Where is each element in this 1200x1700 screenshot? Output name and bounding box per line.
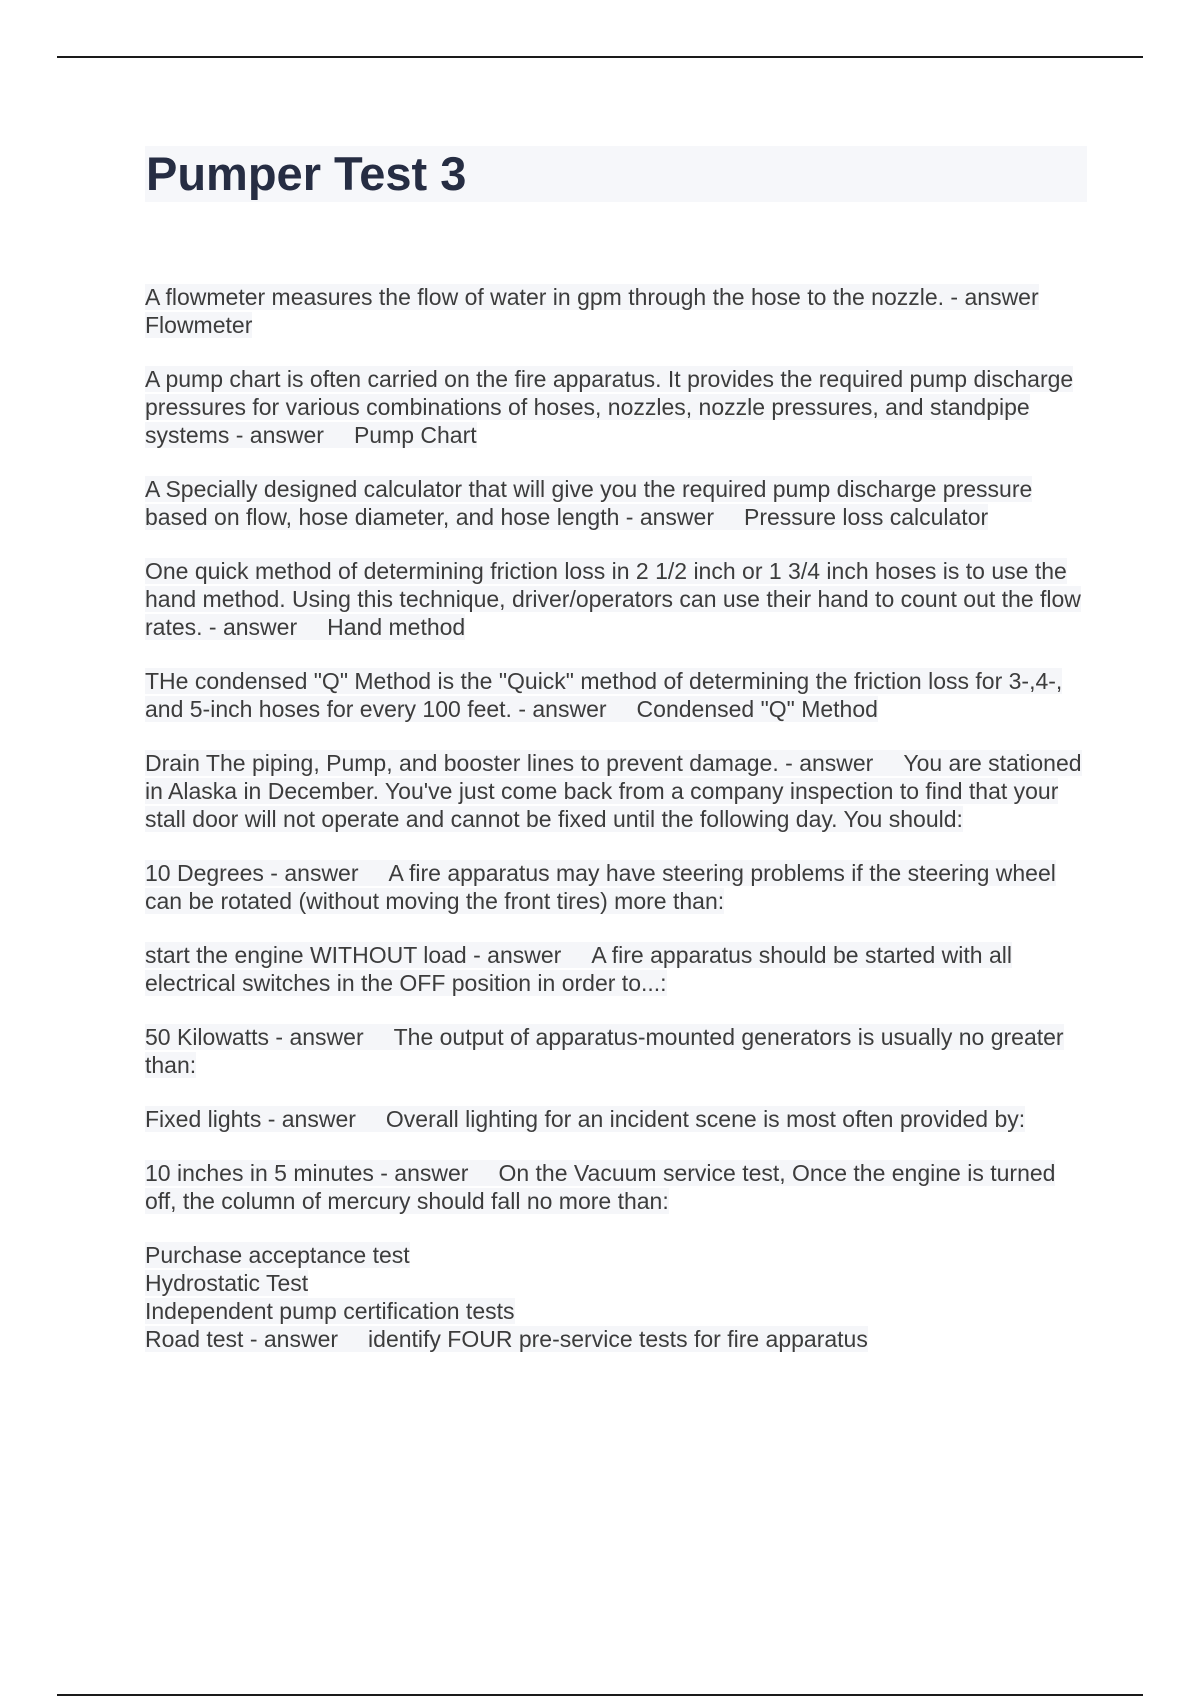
qa-text: [145, 366, 1073, 448]
answer-text: The output of apparatus-mounted generators is usually no greater than:: [145, 1024, 1064, 1078]
question-line: Hydrostatic Test: [145, 1270, 309, 1296]
qa-text: [145, 1160, 1055, 1214]
qa-list: [145, 283, 1090, 1379]
qa-text: [145, 1024, 1064, 1078]
question-text: start the engine WITHOUT load: [145, 942, 467, 968]
answer-separator: - answer: [269, 1024, 364, 1050]
qa-text: [145, 668, 1062, 722]
answer-text: Pressure loss calculator: [744, 504, 989, 530]
qa-text: [145, 750, 1082, 832]
answer-text: Overall lighting for an incident scene is most often provided by:: [385, 1106, 1026, 1132]
question-line: Road test: [145, 1326, 244, 1352]
qa-text: [145, 1106, 1025, 1132]
answer-text: A fire apparatus may have steering problems if the steering wheel can be rotated (without moving the front tires) more than:: [145, 860, 1056, 914]
qa-item: [145, 1023, 1090, 1079]
qa-text: [145, 558, 1081, 640]
answer-text: Hand method: [327, 614, 466, 640]
qa-text: [145, 284, 1039, 338]
page-title: Pumper Test 3: [145, 146, 1087, 202]
question-text: Fixed lights: [145, 1106, 262, 1132]
bottom-rule: [57, 1694, 1143, 1696]
qa-text: [145, 476, 1032, 530]
qa-item: [145, 1159, 1090, 1215]
answer-separator: - answer: [243, 1326, 339, 1352]
qa-item: [145, 365, 1090, 449]
question-line: Purchase acceptance test: [145, 1242, 410, 1268]
qa-item: [145, 749, 1090, 833]
answer-separator: - answer: [511, 696, 607, 722]
answer-separator: - answer: [202, 614, 298, 640]
answer-separator: - answer: [229, 422, 324, 448]
question-text: A flowmeter measures the flow of water in gpm through the hose to the nozzle.: [145, 284, 945, 310]
answer-separator: - answer: [778, 750, 874, 776]
answer-separator: - answer: [619, 504, 714, 530]
question-line: Independent pump certification tests: [145, 1298, 515, 1324]
qa-item: [145, 941, 1090, 997]
answer-separator: - answer: [373, 1160, 469, 1186]
qa-item: [145, 1105, 1090, 1133]
qa-text: [145, 1242, 868, 1352]
qa-text: [145, 942, 1012, 996]
qa-item: [145, 475, 1090, 531]
answer-separator: - answer: [261, 1106, 356, 1132]
answer-text: identify FOUR pre-service tests for fire apparatus: [368, 1326, 868, 1352]
qa-item: [145, 667, 1090, 723]
answer-text: Flowmeter: [145, 312, 253, 338]
answer-text: Pump Chart: [353, 422, 477, 448]
answer-text: On the Vacuum service test, Once the engine is turned off, the column of mercury should fall no more than:: [145, 1160, 1056, 1214]
qa-item: [145, 283, 1090, 339]
qa-item: [145, 859, 1090, 915]
answer-separator: - answer: [263, 860, 359, 886]
question-text: THe condensed "Q" Method is the "Quick" method of determining the friction loss for 3-,4-, and 5-inch hoses for every 100 feet.: [145, 668, 1063, 722]
qa-item-multiline: [145, 1241, 1090, 1353]
qa-text: [145, 860, 1056, 914]
question-text: Drain The piping, Pump, and booster lines to prevent damage.: [145, 750, 779, 776]
answer-separator: - answer: [466, 942, 562, 968]
question-text: 50 Kilowatts: [145, 1024, 270, 1050]
answer-text: A fire apparatus should be started with all electrical switches in the OFF position in order to...:: [145, 942, 1012, 996]
question-text: A pump chart is often carried on the fire apparatus. It provides the required pump discharge pressures for various combinations of hoses, nozzles, nozzle pressures, and standpipe systems: [145, 366, 1074, 448]
question-text: One quick method of determining friction loss in 2 1/2 inch or 1 3/4 inch hoses is to use the hand method. Using this technique, driver/operators can use their hand to count out the flow rates.: [145, 558, 1081, 640]
qa-item: [145, 557, 1090, 641]
question-text: A Specially designed calculator that will give you the required pump discharge pressure based on flow, hose diameter, and hose length: [145, 476, 1033, 530]
answer-text: You are stationed in Alaska in December. You've just come back from a company inspection to find that your stall door will not operate and cannot be fixed until the following day. You should:: [145, 750, 1082, 832]
question-text: 10 Degrees: [145, 860, 264, 886]
top-rule: [57, 56, 1143, 58]
answer-separator: - answer: [944, 284, 1039, 310]
question-text: 10 inches in 5 minutes: [145, 1160, 374, 1186]
answer-text: Condensed "Q" Method: [636, 696, 878, 722]
